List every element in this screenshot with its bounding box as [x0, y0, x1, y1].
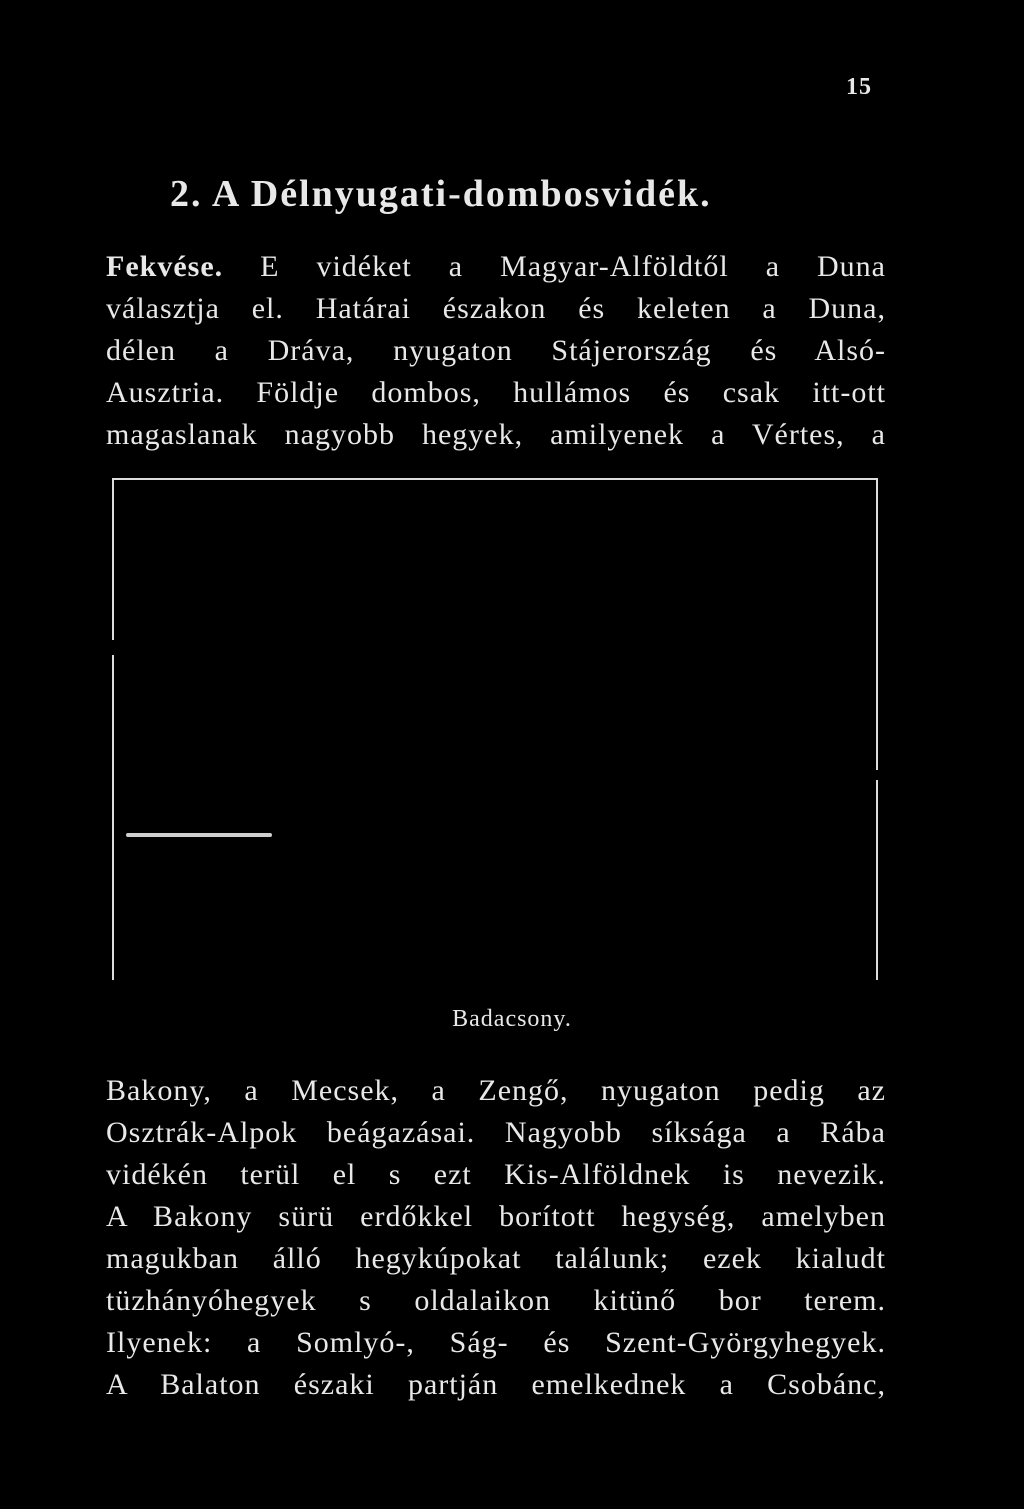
text-line: Osztrák-Alpok beágazásai. Nagyobb síksága a Rába [106, 1116, 886, 1149]
figure-frame [112, 478, 878, 978]
text-line-rest: E vidéket a Magyar-Alföldtől a Duna [223, 250, 886, 283]
paragraph-2 [106, 1070, 886, 1406]
page-number: 15 [846, 74, 872, 100]
section-title: 2. A Délnyugati-dombosvidék. [170, 173, 712, 215]
text-line: A Bakony sürü erdőkkel borított hegység, amelyben [106, 1200, 886, 1233]
text-line: tüzhányóhegyek s oldalaikon kitünő bor terem. [106, 1284, 886, 1317]
frame-left-edge-upper [112, 480, 114, 640]
figure-horizon-mark [126, 833, 272, 837]
text-line: Bakony, a Mecsek, a Zengő, nyugaton pedig az [106, 1074, 886, 1107]
text-line: magaslanak nagyobb hegyek, amilyenek a Vértes, a [106, 418, 886, 451]
text-line: Ausztria. Földje dombos, hullámos és csak itt-ott [106, 376, 886, 409]
text-line: délen a Dráva, nyugaton Stájerország és Alsó- [106, 334, 886, 367]
frame-right-edge-lower [876, 780, 878, 980]
figure-caption: Badacsony. [452, 1006, 572, 1032]
frame-left-edge-lower [112, 655, 114, 980]
text-line: magukban álló hegykúpokat találunk; ezek kialudt [106, 1242, 886, 1275]
text-line [106, 246, 886, 288]
text-line: A Balaton északi partján emelkednek a Csobánc, [106, 1368, 886, 1401]
paragraph-lead: Fekvése. [106, 250, 224, 283]
text-line: választja el. Határai északon és keleten a Duna, [106, 292, 886, 325]
paragraph-1 [106, 246, 886, 456]
text-line: Ilyenek: a Somlyó-, Ság- és Szent-Györgyhegyek. [106, 1326, 886, 1359]
frame-right-edge-upper [876, 480, 878, 770]
text-line: vidékén terül el s ezt Kis-Alföldnek is nevezik. [106, 1158, 886, 1191]
